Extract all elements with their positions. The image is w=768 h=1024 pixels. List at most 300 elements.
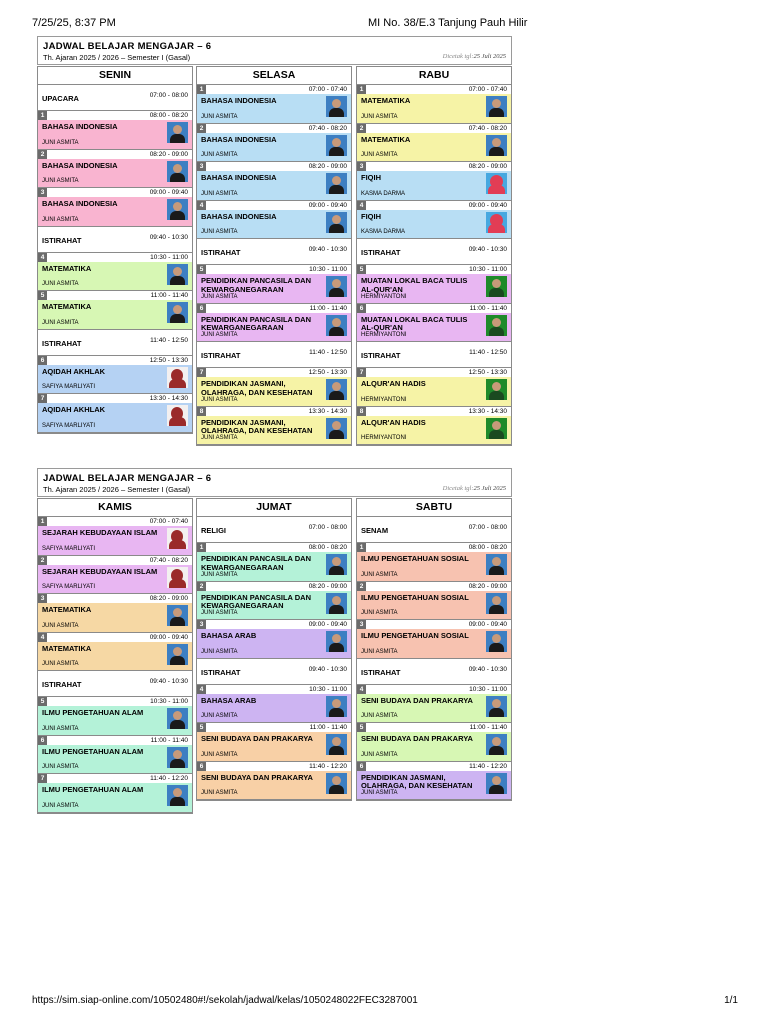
subject-name: ILMU PENGETAHUAN ALAM xyxy=(42,746,144,756)
lesson-slot xyxy=(197,162,351,201)
photo-head xyxy=(492,557,501,566)
lesson-body xyxy=(38,706,192,735)
slot-number: 6 xyxy=(197,304,206,313)
photo-head xyxy=(173,750,182,759)
day-column xyxy=(196,66,352,446)
break-time: 07:00 - 08:00 xyxy=(308,524,347,531)
teacher-photo xyxy=(486,593,507,614)
slot-time: 13:30 - 14:30 xyxy=(308,407,347,415)
slot-number: 2 xyxy=(38,150,47,159)
slot-time: 08:00 - 08:20 xyxy=(468,544,507,551)
lesson-body xyxy=(357,771,511,800)
slot-time-bar xyxy=(38,774,192,783)
subject-name: PENDIDIKAN PANCASILA DAN KEWARGANEGARAAN xyxy=(201,314,312,332)
photo-head xyxy=(492,421,501,430)
slot-number: 3 xyxy=(197,620,206,629)
slot-time-bar xyxy=(357,762,511,771)
lesson-body xyxy=(357,629,511,658)
photo-torso xyxy=(489,391,504,400)
teacher-photo xyxy=(167,264,188,285)
photo-torso xyxy=(329,288,344,297)
lesson-slot xyxy=(197,201,351,240)
photo-torso xyxy=(489,566,504,575)
slot-time-bar xyxy=(357,685,511,694)
slot-time: 11:00 - 11:40 xyxy=(469,724,507,731)
photo-torso xyxy=(489,746,504,755)
photo-torso xyxy=(329,327,344,336)
break-label: ISTIRAHAT xyxy=(42,680,82,689)
day-name: SABTU xyxy=(357,499,511,517)
teacher-photo xyxy=(326,212,347,233)
teacher-name: JUNI ASMITA xyxy=(201,713,238,719)
photo-head xyxy=(173,202,182,211)
lesson-slot xyxy=(197,265,351,304)
break-row xyxy=(357,239,511,265)
lesson-slot xyxy=(357,762,511,801)
photo-head xyxy=(332,138,341,147)
photo-head xyxy=(332,382,341,391)
slot-number: 1 xyxy=(38,517,47,526)
teacher-name: HERMIYANTONI xyxy=(361,435,407,441)
break-row xyxy=(38,85,192,111)
lesson-body xyxy=(197,732,351,761)
lesson-body xyxy=(357,171,511,200)
slot-time-bar xyxy=(197,543,351,552)
teacher-name: JUNI ASMITA xyxy=(201,571,238,578)
sheet-title: JADWAL BELAJAR MENGAJAR – 6 xyxy=(43,473,212,484)
lesson-slot xyxy=(357,685,511,724)
teacher-name: JUNI ASMITA xyxy=(361,713,398,719)
lesson-body xyxy=(197,313,351,342)
photo-head xyxy=(492,138,501,147)
photo-torso xyxy=(488,185,505,194)
lesson-body xyxy=(197,94,351,123)
teacher-photo xyxy=(326,379,347,400)
teacher-name: JUNI ASMITA xyxy=(42,802,79,809)
photo-head xyxy=(332,176,341,185)
teacher-name: KASMA DARMA xyxy=(361,229,406,235)
teacher-photo xyxy=(486,554,507,575)
lesson-slot xyxy=(38,736,192,775)
teacher-name: JUNI ASMITA xyxy=(361,152,398,158)
subject-name: ILMU PENGETAHUAN ALAM xyxy=(42,708,144,717)
teacher-name: SAFIYA MARLIYATI xyxy=(42,545,96,552)
slot-time: 08:00 - 08:20 xyxy=(149,112,188,119)
slot-time: 07:00 - 07:40 xyxy=(308,86,347,93)
slot-time: 11:00 - 11:40 xyxy=(309,304,347,312)
subject-name: MATEMATIKA xyxy=(42,605,92,614)
photo-torso xyxy=(170,173,185,182)
lesson-body xyxy=(357,694,511,723)
teacher-name: JUNI ASMITA xyxy=(42,216,79,223)
slot-time: 09:00 - 09:40 xyxy=(308,621,347,628)
teacher-photo xyxy=(167,405,188,426)
lesson-body xyxy=(197,416,351,445)
slot-time: 08:20 - 09:00 xyxy=(468,163,507,170)
lesson-slot xyxy=(197,543,351,582)
slot-number: 5 xyxy=(357,265,366,274)
lesson-body xyxy=(38,526,192,555)
teacher-name: JUNI ASMITA xyxy=(42,725,79,732)
day-name: KAMIS xyxy=(38,499,192,517)
lesson-slot xyxy=(197,368,351,407)
photo-torso xyxy=(489,785,504,794)
slot-time-bar xyxy=(38,356,192,365)
teacher-photo xyxy=(167,302,188,323)
break-time: 11:40 - 12:50 xyxy=(150,336,188,344)
break-label: ISTIRAHAT xyxy=(201,667,241,677)
slot-number: 4 xyxy=(38,253,47,262)
photo-head xyxy=(332,421,341,430)
break-label: ISTIRAHAT xyxy=(361,248,401,257)
subject-name: MUATAN LOKAL BACA TULIS AL-QUR'AN xyxy=(361,276,468,294)
subject-name: PENDIDIKAN JASMANI, OLAHRAGA, DAN KESEHATAN xyxy=(361,772,473,790)
slot-time-bar xyxy=(38,394,192,403)
photo-torso xyxy=(329,147,344,156)
slot-time-bar xyxy=(197,407,351,416)
photo-torso xyxy=(329,643,344,652)
teacher-photo xyxy=(167,199,188,220)
subject-name: SENI BUDAYA DAN PRAKARYA xyxy=(361,734,473,743)
slot-time: 10:30 - 11:00 xyxy=(150,698,188,705)
lesson-body xyxy=(197,133,351,162)
slot-time: 11:00 - 11:40 xyxy=(150,736,188,744)
teacher-name: JUNI ASMITA xyxy=(201,190,238,197)
slot-time: 13:30 - 14:30 xyxy=(468,407,507,415)
slot-number: 5 xyxy=(197,723,206,732)
lesson-body xyxy=(357,732,511,761)
lesson-body xyxy=(38,262,192,291)
slot-time: 11:40 - 12:20 xyxy=(309,762,347,770)
teacher-name: JUNI ASMITA xyxy=(201,751,238,758)
slot-number: 7 xyxy=(38,394,47,403)
slot-time: 08:00 - 08:20 xyxy=(308,544,347,551)
slot-time: 10:30 - 11:00 xyxy=(469,266,507,273)
teacher-photo xyxy=(326,173,347,194)
teacher-photo xyxy=(326,276,347,297)
photo-head xyxy=(173,647,182,656)
lesson-slot xyxy=(357,201,511,240)
lesson-slot xyxy=(197,620,351,659)
subject-name: AQIDAH AKHLAK xyxy=(42,366,106,376)
slot-number: 2 xyxy=(357,582,366,591)
subject-name: AQIDAH AKHLAK xyxy=(42,405,106,414)
photo-torso xyxy=(489,643,504,652)
break-label: UPACARA xyxy=(42,94,79,103)
lesson-body xyxy=(38,565,192,594)
lesson-slot xyxy=(38,356,192,395)
slot-time-bar xyxy=(197,304,351,313)
subject-name: ILMU PENGETAHUAN SOSIAL xyxy=(361,631,469,640)
slot-time: 07:40 - 08:20 xyxy=(308,124,347,132)
teacher-photo xyxy=(167,605,188,626)
lesson-slot xyxy=(38,291,192,330)
subject-name: ILMU PENGETAHUAN SOSIAL xyxy=(361,592,469,602)
photo-torso xyxy=(329,708,344,717)
teacher-name: JUNI ASMITA xyxy=(42,281,79,287)
photo-head xyxy=(492,634,501,643)
lesson-slot xyxy=(197,407,351,446)
subject-name: MUATAN LOKAL BACA TULIS AL-QUR'AN xyxy=(361,314,468,332)
slot-number: 4 xyxy=(197,201,206,210)
teacher-photo xyxy=(167,708,188,729)
photo-torso xyxy=(329,605,344,614)
print-datetime: 7/25/25, 8:37 PM xyxy=(32,17,116,29)
teacher-photo xyxy=(167,644,188,665)
lesson-body xyxy=(38,783,192,812)
subject-name: BAHASA INDONESIA xyxy=(201,211,277,221)
subject-name: PENDIDIKAN JASMANI, OLAHRAGA, DAN KESEHATAN xyxy=(201,379,313,397)
teacher-name: JUNI ASMITA xyxy=(201,648,238,655)
slot-number: 3 xyxy=(357,620,366,629)
slot-time-bar xyxy=(38,697,192,706)
lesson-body xyxy=(38,300,192,329)
photo-head xyxy=(492,737,501,746)
lesson-body xyxy=(357,210,511,239)
photo-head xyxy=(492,699,501,708)
teacher-photo xyxy=(167,528,188,549)
slot-number: 1 xyxy=(357,543,366,552)
photo-head xyxy=(332,215,341,224)
photo-head xyxy=(332,776,341,785)
subject-name: MATEMATIKA xyxy=(361,134,411,144)
slot-time-bar xyxy=(357,85,511,94)
break-row xyxy=(38,330,192,356)
printed-date-value: 25 Juli 2025 xyxy=(473,53,506,60)
teacher-photo xyxy=(326,96,347,117)
slot-number: 8 xyxy=(357,407,366,416)
slot-time: 12:50 - 13:30 xyxy=(308,369,347,376)
photo-torso xyxy=(329,391,344,400)
slot-time-bar xyxy=(197,85,351,94)
slot-number: 5 xyxy=(38,697,47,706)
slot-time-bar xyxy=(357,201,511,210)
lesson-body xyxy=(357,416,511,445)
lesson-body xyxy=(38,403,192,432)
photo-torso xyxy=(170,134,185,143)
teacher-name: JUNI ASMITA xyxy=(42,178,79,184)
slot-time-bar xyxy=(38,111,192,120)
break-row xyxy=(357,342,511,368)
lesson-slot xyxy=(38,774,192,813)
teacher-photo xyxy=(326,315,347,336)
lesson-slot xyxy=(357,304,511,343)
teacher-photo xyxy=(486,418,507,439)
teacher-name: JUNI ASMITA xyxy=(361,113,398,120)
printed-date-label: Dicetak tgl: xyxy=(442,485,474,492)
subject-name: SENI BUDAYA DAN PRAKARYA xyxy=(361,695,473,705)
day-name: RABU xyxy=(357,67,511,85)
photo-torso xyxy=(488,224,505,233)
photo-head xyxy=(332,699,341,708)
lesson-body xyxy=(357,377,511,406)
slot-time: 09:00 - 09:40 xyxy=(149,189,188,196)
teacher-photo xyxy=(326,773,347,794)
slot-time-bar xyxy=(38,556,192,565)
lesson-body xyxy=(38,642,192,671)
photo-torso xyxy=(489,605,504,614)
day-name: SENIN xyxy=(38,67,192,85)
slot-time: 07:40 - 08:20 xyxy=(149,556,188,564)
teacher-name: JUNI ASMITA xyxy=(42,764,79,770)
teacher-photo xyxy=(167,785,188,806)
teacher-photo xyxy=(326,696,347,717)
subject-name: BAHASA ARAB xyxy=(201,631,257,640)
teacher-photo xyxy=(167,747,188,768)
lesson-body xyxy=(38,365,192,394)
photo-head xyxy=(173,305,182,314)
slot-time-bar xyxy=(38,594,192,603)
break-row xyxy=(197,239,351,265)
teacher-name: KASMA DARMA xyxy=(361,190,406,197)
slot-time-bar xyxy=(38,517,192,526)
slot-number: 6 xyxy=(197,762,206,771)
slot-time-bar xyxy=(357,265,511,274)
slot-time: 08:20 - 09:00 xyxy=(149,595,188,602)
photo-head xyxy=(332,634,341,643)
break-time: 11:40 - 12:50 xyxy=(309,349,347,356)
subject-name: PENDIDIKAN PANCASILA DAN KEWARGANEGARAAN xyxy=(201,554,312,572)
break-time: 09:40 - 10:30 xyxy=(149,233,188,241)
slot-time: 10:30 - 11:00 xyxy=(309,685,347,693)
slot-time: 10:30 - 11:00 xyxy=(150,253,188,261)
slot-number: 2 xyxy=(197,124,206,133)
teacher-photo xyxy=(326,593,347,614)
lesson-slot xyxy=(197,582,351,621)
sheet-subtitle: Th. Ajaran 2025 / 2026 – Semester I (Gasal) xyxy=(43,53,191,62)
slot-number: 4 xyxy=(38,633,47,642)
slot-number: 5 xyxy=(38,291,47,300)
lesson-body xyxy=(38,745,192,774)
subject-name: BAHASA INDONESIA xyxy=(42,199,118,208)
slot-time: 12:50 - 13:30 xyxy=(149,356,188,364)
sheet-subtitle: Th. Ajaran 2025 / 2026 – Semester I (Gasal) xyxy=(43,485,191,494)
print-header xyxy=(32,17,736,31)
slot-time-bar xyxy=(197,620,351,629)
slot-time: 10:30 - 11:00 xyxy=(469,685,507,693)
photo-torso xyxy=(169,379,186,388)
break-label: ISTIRAHAT xyxy=(361,667,401,677)
photo-head xyxy=(492,99,501,108)
photo-torso xyxy=(489,430,504,439)
print-footer xyxy=(32,995,738,1009)
slot-time-bar xyxy=(357,543,511,552)
photo-torso xyxy=(489,327,504,336)
day-column xyxy=(37,498,193,814)
photo-torso xyxy=(170,314,185,323)
break-row xyxy=(38,227,192,253)
teacher-name: JUNI ASMITA xyxy=(361,751,398,758)
slot-number: 7 xyxy=(38,774,47,783)
slot-time-bar xyxy=(197,762,351,771)
slot-time-bar xyxy=(357,407,511,416)
subject-name: BAHASA INDONESIA xyxy=(201,173,277,182)
break-label: RELIGI xyxy=(201,526,227,535)
teacher-name: JUNI ASMITA xyxy=(201,293,238,300)
slot-number: 5 xyxy=(357,723,366,732)
break-row xyxy=(197,517,351,543)
lesson-slot xyxy=(197,762,351,801)
lesson-body xyxy=(197,377,351,406)
lesson-body xyxy=(38,120,192,149)
slot-time: 08:20 - 09:00 xyxy=(468,582,507,590)
lesson-body xyxy=(197,171,351,200)
break-row xyxy=(38,671,192,697)
print-url: https://sim.siap-online.com/10502480#!/sekolah/jadwal/kelas/1050248022FEC3287001 xyxy=(32,995,418,1006)
break-time: 07:00 - 08:00 xyxy=(468,524,507,531)
lesson-slot xyxy=(357,620,511,659)
slot-time-bar xyxy=(197,685,351,694)
break-label: ISTIRAHAT xyxy=(361,351,401,360)
lesson-slot xyxy=(357,124,511,163)
slot-number: 6 xyxy=(38,736,47,745)
day-name: JUMAT xyxy=(197,499,351,517)
teacher-name: JUNI ASMITA xyxy=(42,139,79,146)
lesson-slot xyxy=(38,556,192,595)
slot-time: 08:20 - 09:00 xyxy=(308,582,347,590)
photo-head xyxy=(332,737,341,746)
lesson-slot xyxy=(357,85,511,124)
lesson-body xyxy=(38,197,192,226)
slot-number: 2 xyxy=(357,124,366,133)
slot-number: 6 xyxy=(357,762,366,771)
slot-number: 3 xyxy=(357,162,366,171)
slot-time: 11:00 - 11:40 xyxy=(150,292,188,299)
teacher-photo xyxy=(326,734,347,755)
slot-time-bar xyxy=(197,124,351,133)
slot-time-bar xyxy=(38,736,192,745)
lesson-body xyxy=(357,94,511,123)
break-time: 09:40 - 10:30 xyxy=(468,246,507,253)
subject-name: SEJARAH KEBUDAYAAN ISLAM xyxy=(42,528,158,537)
lesson-body xyxy=(38,603,192,632)
photo-head xyxy=(492,279,501,288)
teacher-photo xyxy=(486,173,507,194)
subject-name: FIQIH xyxy=(361,211,381,221)
teacher-name: JUNI ASMITA xyxy=(361,571,398,578)
lesson-body xyxy=(197,629,351,658)
photo-torso xyxy=(169,417,186,426)
slot-time-bar xyxy=(357,368,511,377)
lesson-body xyxy=(38,159,192,188)
slot-time-bar xyxy=(197,162,351,171)
teacher-name: JUNI ASMITA xyxy=(361,790,398,796)
photo-torso xyxy=(170,759,185,768)
lesson-slot xyxy=(357,265,511,304)
break-time: 11:40 - 12:50 xyxy=(469,349,507,356)
teacher-photo xyxy=(486,696,507,717)
break-row xyxy=(357,659,511,685)
lesson-body xyxy=(357,552,511,581)
slot-time: 11:40 - 12:20 xyxy=(150,775,188,782)
slot-time-bar xyxy=(38,633,192,642)
lesson-slot xyxy=(38,188,192,227)
day-column xyxy=(37,66,193,434)
slot-time: 09:00 - 09:40 xyxy=(149,633,188,641)
day-column xyxy=(356,498,512,801)
slot-number: 7 xyxy=(357,368,366,377)
subject-name: SENI BUDAYA DAN PRAKARYA xyxy=(201,734,313,743)
subject-name: BAHASA INDONESIA xyxy=(201,134,277,144)
printed-date xyxy=(443,53,506,60)
slot-time-bar xyxy=(357,124,511,133)
photo-head xyxy=(492,382,501,391)
printed-date xyxy=(443,485,506,492)
printed-date-value: 25 Juli 2025 xyxy=(473,485,506,492)
lesson-body xyxy=(357,591,511,620)
slot-number: 6 xyxy=(38,356,47,365)
slot-time: 11:00 - 11:40 xyxy=(309,724,347,731)
